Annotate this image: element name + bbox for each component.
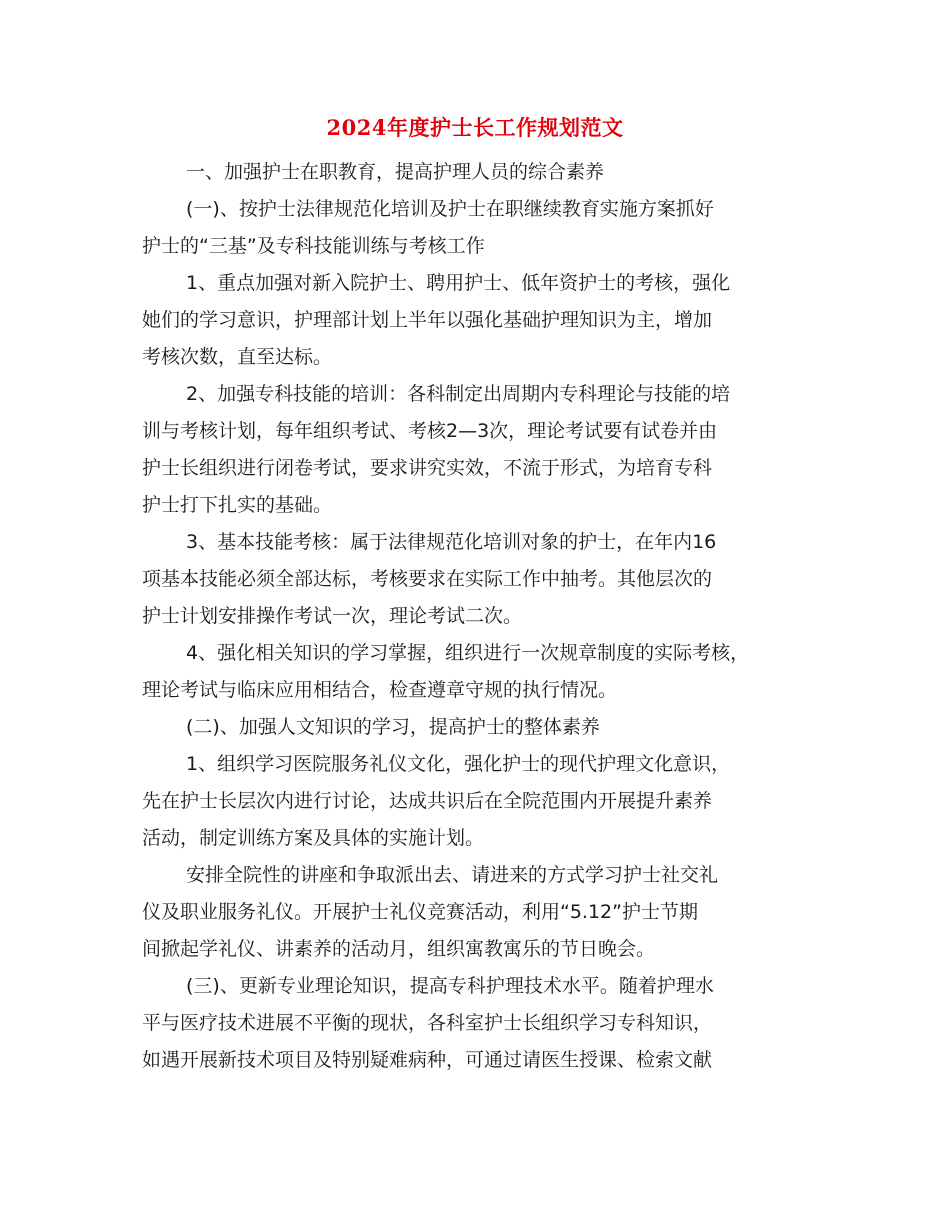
text-line: 训与考核计划，每年组织考试、考核2—3次，理论考试要有试卷并由 (142, 420, 718, 442)
document-body (142, 154, 832, 1079)
text-line: (一)、按护士法律规范化培训及护士在职继续教育实施方案抓好 (186, 198, 714, 220)
text-line: 理论考试与临床应用相结合，检查遵章守规的执行情况。 (142, 679, 618, 701)
text-line: 3、基本技能考核：属于法律规范化培训对象的护士，在年内16 (186, 531, 717, 553)
text-line: 平与医疗技术进展不平衡的现状，各科室护士长组织学习专科知识， (142, 1012, 713, 1034)
text-line: 1、重点加强对新入院护士、聘用护士、低年资护士的考核，强化 (186, 272, 731, 294)
text-line: 活动，制定训练方案及具体的实施计划。 (142, 827, 485, 849)
text-line: 护士打下扎实的基础。 (142, 494, 333, 516)
text-line: 安排全院性的讲座和争取派出去、请进来的方式学习护士社交礼 (186, 864, 719, 886)
text-line: 如遇开展新技术项目及特别疑难病种，可通过请医生授课、检索文献 (142, 1049, 713, 1071)
text-line: 2、加强专科技能的培训：各科制定出周期内专科理论与技能的培 (186, 383, 731, 405)
text-line: 先在护士长层次内进行讨论，达成共识后在全院范围内开展提升素养 (142, 790, 713, 812)
text-line: 项基本技能必须全部达标，考核要求在实际工作中抽考。其他层次的 (142, 568, 713, 590)
text-line: (三)、更新专业理论知识，提高专科护理技术水平。随着护理水 (186, 975, 714, 997)
text-line: 仪及职业服务礼仪。开展护士礼仪竞赛活动，利用“5.12”护士节期 (142, 901, 698, 923)
text-line: 考核次数，直至达标。 (142, 346, 333, 368)
text-line: 她们的学习意识，护理部计划上半年以强化基础护理知识为主，增加 (142, 309, 713, 331)
text-line: 护士长组织进行闭卷考试，要求讲究实效，不流于形式，为培育专科 (142, 457, 713, 479)
text-line: 一、加强护士在职教育，提高护理人员的综合素养 (186, 161, 605, 183)
text-line: 护士计划安排操作考试一次，理论考试二次。 (142, 605, 523, 627)
text-line: 护士的“三基”及专科技能训练与考核工作 (142, 235, 485, 257)
document-title: 2024年度护士长工作规划范文 (326, 115, 624, 140)
text-line: (二)、加强人文知识的学习，提高护士的整体素养 (186, 716, 600, 738)
text-line: 间掀起学礼仪、讲素养的活动月，组织寓教寓乐的节日晚会。 (142, 938, 656, 960)
text-line: 4、强化相关知识的学习掌握，组织进行一次规章制度的实际考核， (186, 642, 750, 664)
text-line: 1、组织学习医院服务礼仪文化，强化护士的现代护理文化意识， (186, 753, 731, 775)
